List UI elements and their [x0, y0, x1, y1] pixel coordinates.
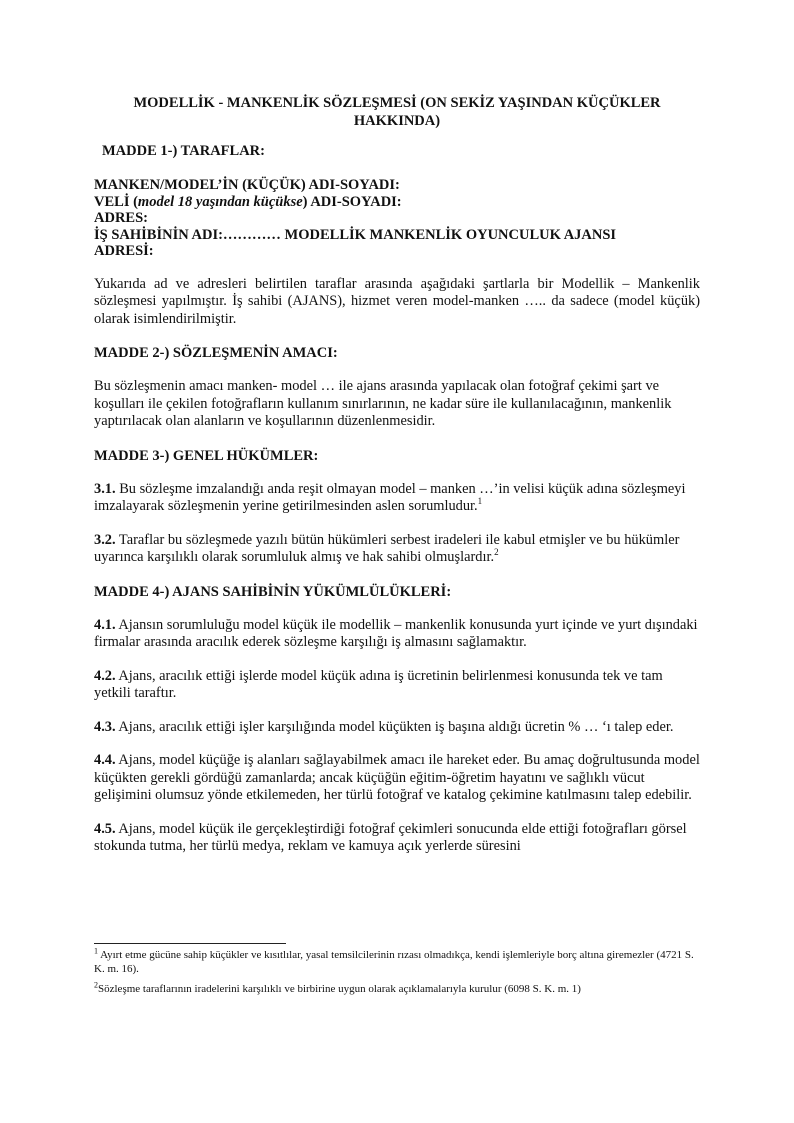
is-sahibi-field: İŞ SAHİBİNİN ADI:………… MODELLİK MANKENLİK OYUNCULUK AJANSI: [94, 226, 617, 243]
clause-4-5: 4.5. Ajans, model küçük ile gerçekleştirdiği fotoğraf çekimleri sonucunda elde ettiği fotoğrafları görsel stokunda tutma, her türlü medya, reklam ve kamuya açık yerlerde süresini: [94, 820, 687, 855]
clause-4-2: 4.2. Ajans, aracılık ettiği işlerde model küçük adına iş ücretinin belirlenmesi konusunda tek ve tam yetkili taraftır.: [94, 667, 663, 702]
madde-4-heading: MADDE 4-) AJANS SAHİBİNİN YÜKÜMLÜLÜKLERİ:: [94, 583, 452, 600]
madde-2-heading: MADDE 2-) SÖZLEŞMENİN AMACI:: [94, 345, 338, 362]
footnote-1: $^1$ Ayırt etme gücüne sahip küçükler ve kısıtlılar, yasal temsilcilerinin rızası olmadıkça, kendi işlemleriyle borç altına giremezler (4721 S. K. m. 16).: [94, 946, 694, 975]
footnote-ref-2: 2: [494, 547, 499, 558]
footnote-ref-1: 1: [477, 496, 483, 507]
party-fields: [94, 177, 700, 260]
document-page: [94, 94, 700, 872]
clause-4-1: 4.1. Ajansın sorumluluğu model küçük ile modellik – mankenlik konusunda yurt içinde ve yurt dışındaki firmalar arasında aracılık ederek sözleşme karşılığı iş almasını sağlamaktır.: [94, 616, 698, 651]
clause-3-1: 3.1. Bu sözleşme imzalandığı anda reşit olmayan model – manken …’in velisi küçük adına sözleşmeyi imzalayarak sözleşmenin yerine getirilmesinden aslen sorumludur.$^1$: [94, 480, 686, 515]
manken-field: MANKEN/MODEL’İN (KÜÇÜK) ADI-SOYADI:: [94, 177, 400, 193]
footnote-separator: [94, 943, 286, 944]
adres-field: ADRES:: [94, 210, 148, 227]
veli-field: VELİ (model 18 yaşından küçükse) ADI-SOYADI:: [94, 193, 402, 210]
footnote-2: $^2$Sözleşme taraflarının iradelerini karşılıklı ve birbirine uygun olarak açıklamalarıyla kurulur (6098 S. K. m. 1): [94, 980, 581, 995]
clause-3-2: 3.2. Taraflar bu sözleşmede yazılı bütün hükümleri serbest iradeleri ile kabul etmişler ve bu hükümler uyarınca karşılıklı olarak sorumluluk almış ve hak sahibi olmuşlardır.$^2$: [94, 531, 680, 566]
madde-1-heading: MADDE 1-) TARAFLAR:: [102, 143, 265, 159]
madde-3-heading: MADDE 3-) GENEL HÜKÜMLER:: [94, 447, 319, 464]
is-sahibi-adres-field: ADRESİ:: [94, 243, 154, 260]
clause-4-3: 4.3. Ajans, aracılık ettiği işler karşılığında model küçükten iş başına aldığı ücretin % … ‘ı talep eder.: [94, 718, 674, 735]
madde-1-paragraph: Yukarıda ad ve adresleri belirtilen taraflar arasında aşağıdaki şartlarla bir Modellik – Mankenlik sözleşmesi yapılmıştır. İş sahibi (AJANS), hizmet veren model-manken ….. da sadece (model küçük) olarak isimlendirilmiştir.: [94, 275, 700, 327]
document-title: MODELLİK - MANKENLİK SÖZLEŞMESİ (ON SEKİZ YAŞINDAN KÜÇÜKLER HAKKINDA): [133, 95, 661, 129]
madde-2-paragraph: Bu sözleşmenin amacı manken- model … ile ajans arasında yapılacak olan fotoğraf çekimi şart ve koşulları ile çekilen fotoğrafların kullanım sınırlarının, ne kadar süre ile kullanılacağının, mankenlik yaptırılacak olan alanların ve koşullarının düzenlenmesidir.: [94, 378, 672, 430]
clause-4-4: 4.4. Ajans, model küçüğe iş alanları sağlayabilmek amacı ile hareket eder. Bu amaç doğrultusunda model küçükten gerekli gördüğü zamanlarda; ancak küçüğün eğitim-öğretim hayatını ve sağlıklı vücut gelişimini olumsuz yönde etkilemeden, her türlü fotoğraf ve katalog çekimine katılmasını talep edebilir.: [94, 752, 700, 804]
